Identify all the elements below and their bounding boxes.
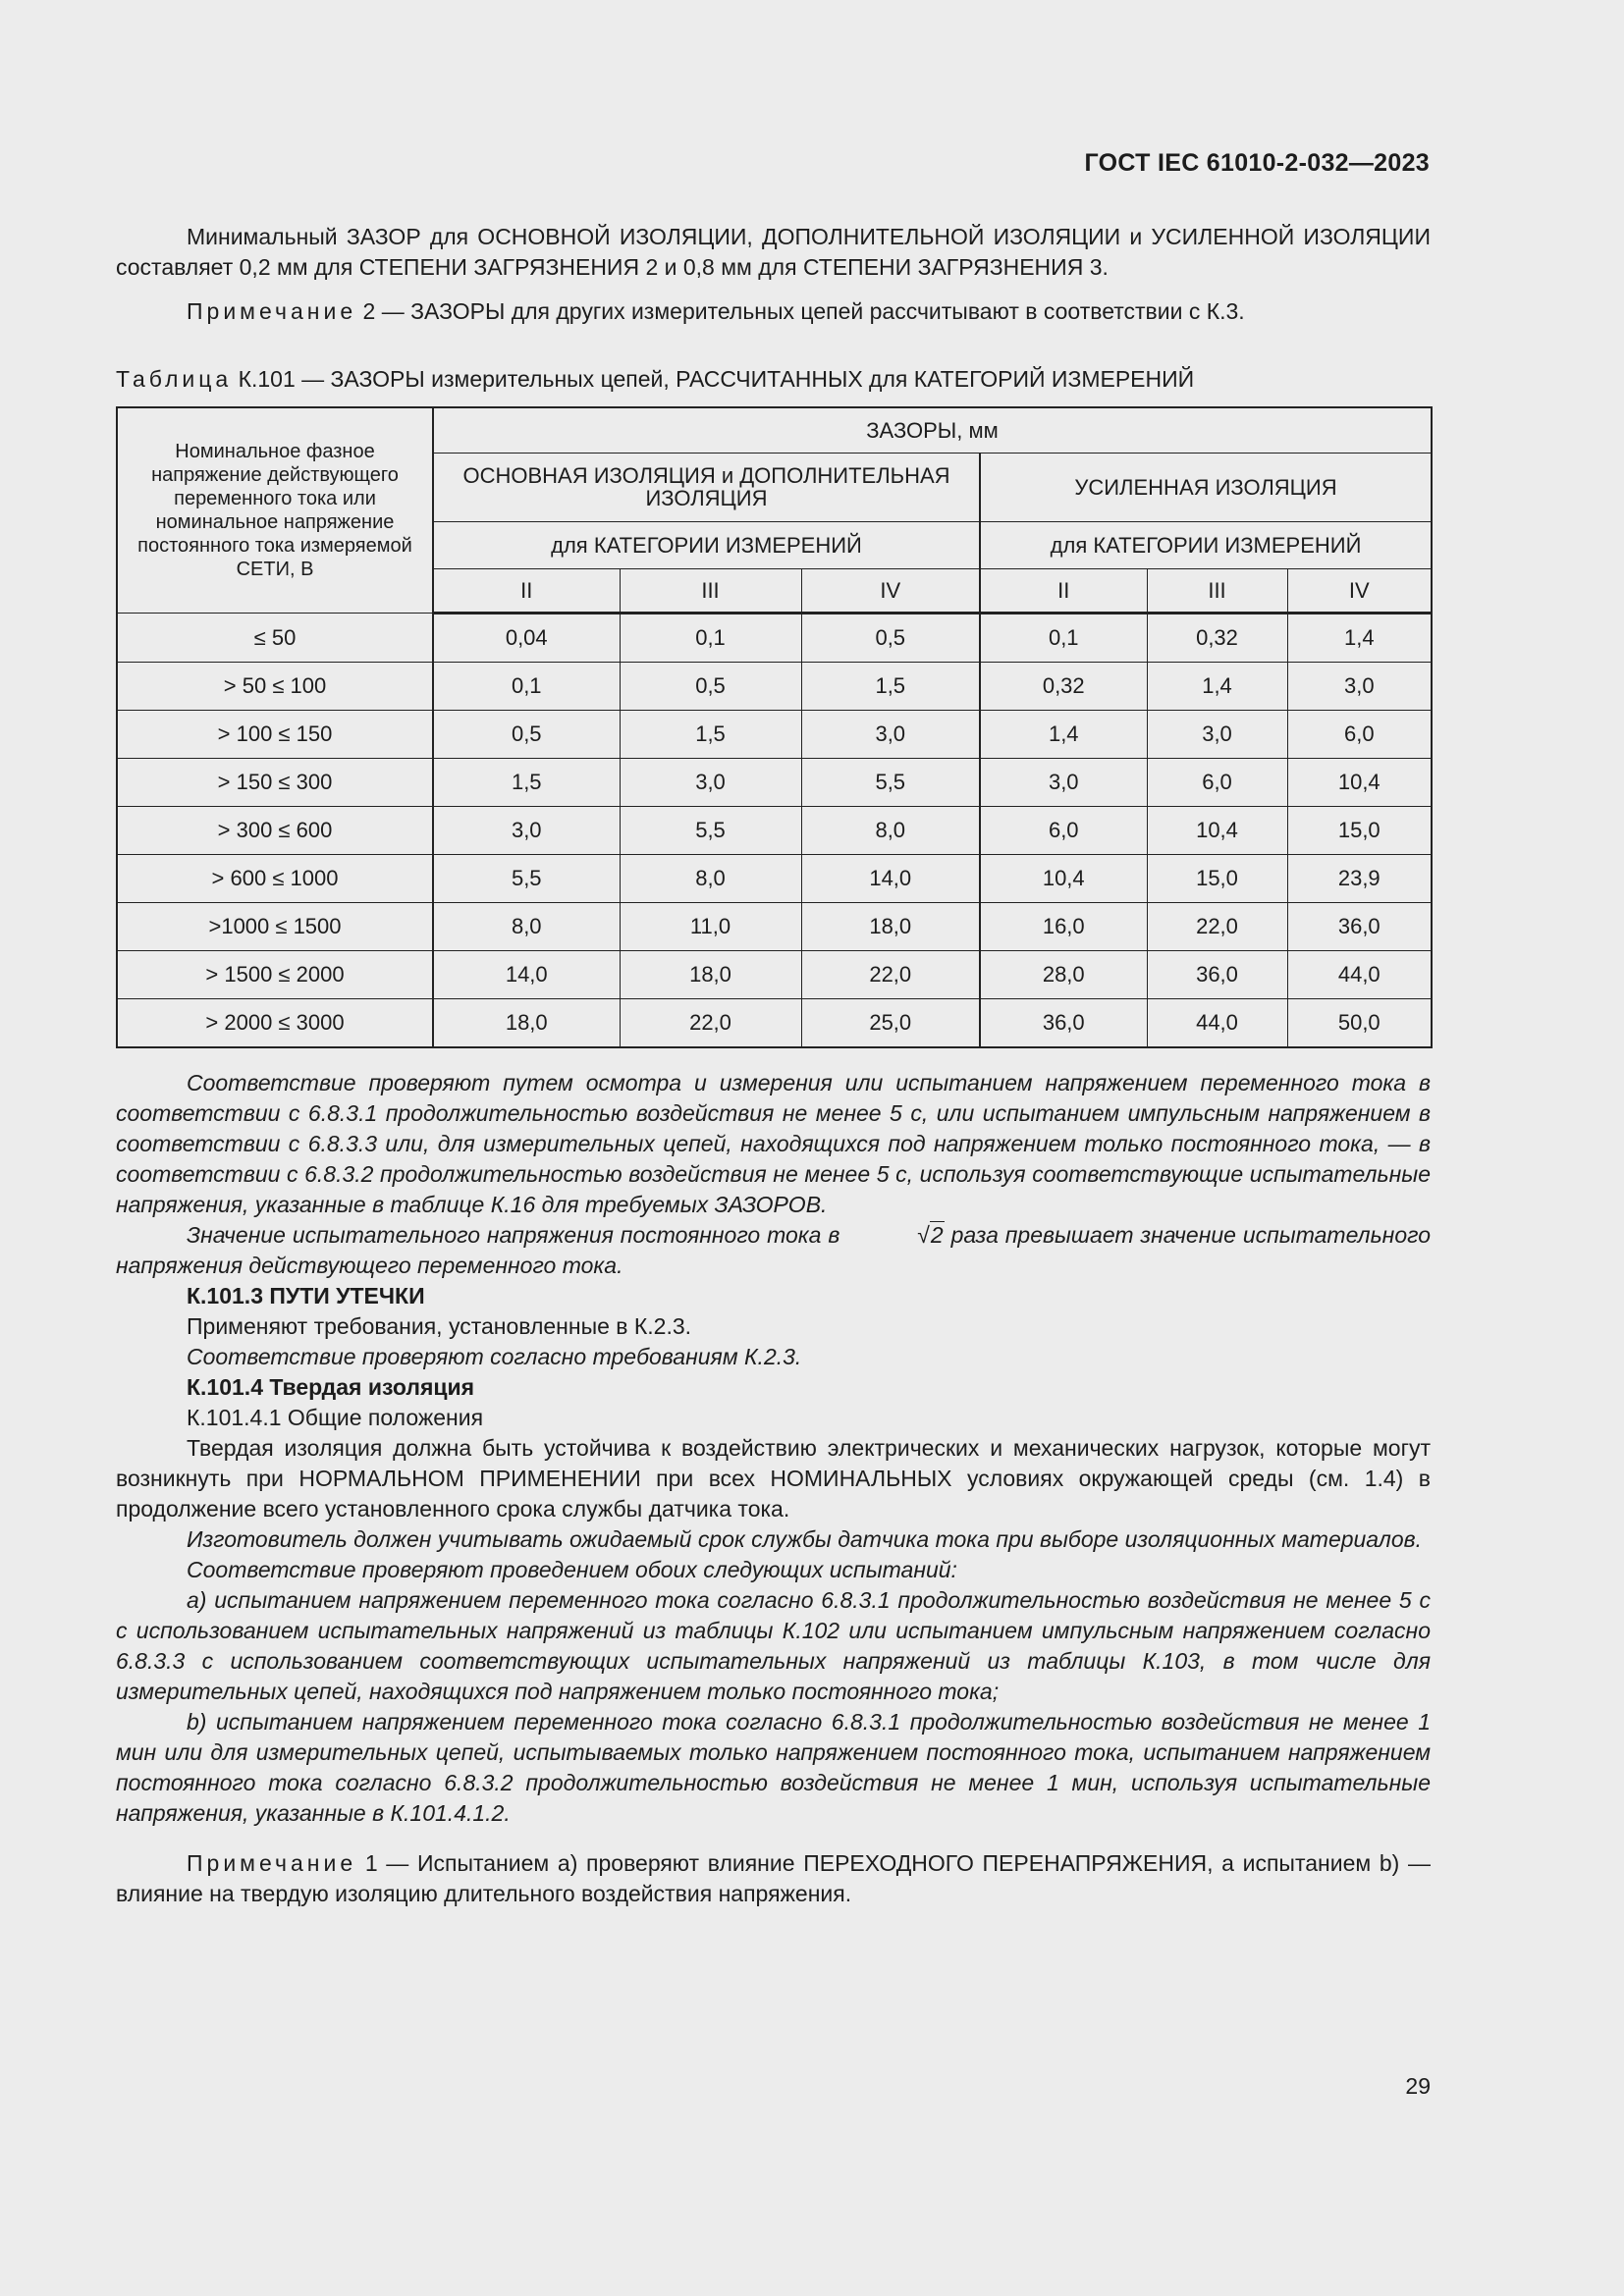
table-row <box>117 662 1432 710</box>
note-text: 1 — Испытанием a) проверяют влияние ПЕРЕХОДНОГО ПЕРЕНАПРЯЖЕНИЯ, а испытанием b) — влияние на твердую изоляцию длительного воздействия напряжения. <box>116 1849 1431 1906</box>
clearance-value-cell: 18,0 <box>801 902 980 950</box>
sqrt-symbol: √ <box>917 1221 930 1248</box>
voltage-range-cell: > 300 ≤ 600 <box>117 806 433 854</box>
clearance-value-cell: 15,0 <box>1147 854 1287 902</box>
sqrt-expression <box>846 1220 944 1251</box>
category-header: II <box>980 568 1147 613</box>
voltage-range-cell: > 150 ≤ 300 <box>117 758 433 806</box>
clearance-value-cell: 0,5 <box>433 710 620 758</box>
group-header-basic: ОСНОВНАЯ ИЗОЛЯЦИЯ и ДОПОЛНИТЕЛЬНАЯ ИЗОЛЯЦИЯ <box>433 453 980 521</box>
clearance-value-cell: 3,0 <box>980 758 1147 806</box>
note-1 <box>116 1848 1431 1909</box>
note-2 <box>116 296 1431 327</box>
dc-value-paragraph <box>116 1220 1431 1281</box>
k1013-requirement: Применяют требования, установленные в К.2.3. <box>187 1312 692 1339</box>
dc-text-before: Значение испытательного напряжения постоянного тока в <box>187 1221 847 1248</box>
table-header <box>117 407 1432 613</box>
clearance-value-cell: 8,0 <box>620 854 801 902</box>
clearance-value-cell: 1,5 <box>801 662 980 710</box>
table-row <box>117 998 1432 1047</box>
table-row <box>117 613 1432 662</box>
dc-text-after: раза превышает значение испытательного напряжения действующего переменного тока. <box>116 1221 1431 1278</box>
voltage-range-cell: >1000 ≤ 1500 <box>117 902 433 950</box>
clearance-value-cell: 8,0 <box>433 902 620 950</box>
solid-insulation-paragraph: Твердая изоляция должна быть устойчива к воздействию электрических и механических нагрузок, которые могут возникнуть при НОРМАЛЬНОМ ПРИМЕНЕНИИ при всех НОМИНАЛЬНЫХ условиях окружающей среды (см. 1.4) в продолжение всего установленного срока службы датчика тока. <box>116 1434 1431 1522</box>
table-body <box>117 613 1432 1047</box>
stub-header: Номинальное фазное напряжение действующего переменного тока или номинальное напряжение постоянного тока измеряемой СЕТИ, В <box>117 407 433 613</box>
table-row <box>117 950 1432 998</box>
clearance-value-cell: 0,5 <box>801 613 980 662</box>
manufacturer-paragraph: Изготовитель должен учитывать ожидаемый срок службы датчика тока при выборе изоляционных материалов. <box>187 1525 1423 1552</box>
clearance-value-cell: 36,0 <box>1287 902 1432 950</box>
table-caption-text: К.101 — ЗАЗОРЫ измерительных цепей, РАССЧИТАННЫХ для КАТЕГОРИЙ ИЗМЕРЕНИЙ <box>232 366 1195 392</box>
section-heading-k1013: К.101.3 ПУТИ УТЕЧКИ <box>187 1282 425 1308</box>
table-row <box>117 758 1432 806</box>
clearance-value-cell: 28,0 <box>980 950 1147 998</box>
clearance-value-cell: 6,0 <box>980 806 1147 854</box>
note-label: Примечание <box>187 298 357 324</box>
clearance-value-cell: 0,04 <box>433 613 620 662</box>
clearance-value-cell: 10,4 <box>980 854 1147 902</box>
clearance-value-cell: 15,0 <box>1287 806 1432 854</box>
clearance-value-cell: 0,1 <box>433 662 620 710</box>
voltage-range-cell: > 50 ≤ 100 <box>117 662 433 710</box>
clearance-value-cell: 8,0 <box>801 806 980 854</box>
table-row <box>117 902 1432 950</box>
subsection-title-k10141: К.101.4.1 Общие положения <box>187 1404 484 1430</box>
clearance-value-cell: 5,5 <box>620 806 801 854</box>
test-item-b: b) испытанием напряжением переменного тока согласно 6.8.3.1 продолжительностью воздействия не менее 1 мин или для измерительных цепей, испытываемых только напряжением постоянного тока, испытанием напряжением постоянного тока согласно 6.8.3.2 продолжительностью воздействия не менее 1 мин, используя испытательные напряжения, указанные в К.101.4.1.2. <box>116 1708 1431 1826</box>
clearance-value-cell: 5,5 <box>433 854 620 902</box>
clearance-value-cell: 5,5 <box>801 758 980 806</box>
table-row <box>117 710 1432 758</box>
table-row <box>117 806 1432 854</box>
voltage-range-cell: > 100 ≤ 150 <box>117 710 433 758</box>
intro-paragraph: Минимальный ЗАЗОР для ОСНОВНОЙ ИЗОЛЯЦИИ, ДОПОЛНИТЕЛЬНОЙ ИЗОЛЯЦИИ и УСИЛЕННОЙ ИЗОЛЯЦИИ составляет 0,2 мм для СТЕПЕНИ ЗАГРЯЗНЕНИЯ 2 и 0,8 мм для СТЕПЕНИ ЗАГРЯЗНЕНИЯ 3. <box>116 224 1431 280</box>
test-item-a: a) испытанием напряжением переменного тока согласно 6.8.3.1 продолжительностью воздействия не менее 5 с с использованием испытательных напряжений из таблицы К.102 или испытанием импульсным напряжением согласно 6.8.3.3 с использованием соответствующих испытательных напряжений из таблицы К.103, в том числе для измерительных цепей, находящихся под напряжением только постоянного тока; <box>116 1586 1431 1704</box>
clearance-value-cell: 22,0 <box>620 998 801 1047</box>
clearance-value-cell: 0,32 <box>980 662 1147 710</box>
table-row <box>117 854 1432 902</box>
clearance-value-cell: 36,0 <box>1147 950 1287 998</box>
clearance-value-cell: 6,0 <box>1147 758 1287 806</box>
note-text: 2 — ЗАЗОРЫ для других измерительных цепей рассчитывают в соответствии с К.3. <box>356 298 1245 324</box>
clearance-value-cell: 14,0 <box>433 950 620 998</box>
clearance-value-cell: 14,0 <box>801 854 980 902</box>
clearance-value-cell: 1,4 <box>980 710 1147 758</box>
category-header: II <box>433 568 620 613</box>
clearance-value-cell: 10,4 <box>1287 758 1432 806</box>
clearance-value-cell: 0,1 <box>980 613 1147 662</box>
clearance-value-cell: 44,0 <box>1287 950 1432 998</box>
clearance-value-cell: 10,4 <box>1147 806 1287 854</box>
clearance-value-cell: 23,9 <box>1287 854 1432 902</box>
clearance-value-cell: 11,0 <box>620 902 801 950</box>
clearance-value-cell: 6,0 <box>1287 710 1432 758</box>
clearance-value-cell: 0,1 <box>620 613 801 662</box>
page-content <box>116 222 1431 1909</box>
tests-intro-paragraph: Соответствие проверяют проведением обоих следующих испытаний: <box>187 1556 957 1582</box>
clearance-value-cell: 3,0 <box>1147 710 1287 758</box>
category-header: III <box>620 568 801 613</box>
k1013-compliance: Соответствие проверяют согласно требованиям К.2.3. <box>187 1343 802 1369</box>
clearance-value-cell: 16,0 <box>980 902 1147 950</box>
category-header: III <box>1147 568 1287 613</box>
clearance-value-cell: 18,0 <box>433 998 620 1047</box>
clearance-value-cell: 3,0 <box>801 710 980 758</box>
category-header: IV <box>801 568 980 613</box>
table-caption <box>116 364 1431 395</box>
subheader-basic: для КАТЕГОРИИ ИЗМЕРЕНИЙ <box>433 521 980 568</box>
clearance-value-cell: 44,0 <box>1147 998 1287 1047</box>
clearance-value-cell: 3,0 <box>433 806 620 854</box>
clearance-value-cell: 36,0 <box>980 998 1147 1047</box>
voltage-range-cell: > 1500 ≤ 2000 <box>117 950 433 998</box>
clearance-value-cell: 1,5 <box>620 710 801 758</box>
clearance-value-cell: 3,0 <box>1287 662 1432 710</box>
compliance-paragraph: Соответствие проверяют путем осмотра и измерения или испытанием напряжением переменного тока в соответствии с 6.8.3.1 продолжительностью воздействия не менее 5 с, или испытанием импульсным напряжением в соответствии с 6.8.3.3 или, для измерительных цепей, находящихся под напряжением только постоянного тока, — в соответствии с 6.8.3.2 продолжительностью воздействия не менее 5 с, используя соответствующие испытательные напряжения, указанные в таблице К.16 для требуемых ЗАЗОРОВ. <box>116 1069 1431 1217</box>
clearance-value-cell: 1,4 <box>1147 662 1287 710</box>
top-header: ЗАЗОРЫ, мм <box>433 407 1432 453</box>
table-caption-label: Таблица <box>116 366 233 392</box>
note-label: Примечание <box>187 1849 357 1876</box>
subheader-reinforced: для КАТЕГОРИИ ИЗМЕРЕНИЙ <box>980 521 1432 568</box>
clearance-value-cell: 22,0 <box>801 950 980 998</box>
clearance-value-cell: 3,0 <box>620 758 801 806</box>
clearance-value-cell: 25,0 <box>801 998 980 1047</box>
clearance-value-cell: 1,5 <box>433 758 620 806</box>
category-header: IV <box>1287 568 1432 613</box>
clearance-value-cell: 0,32 <box>1147 613 1287 662</box>
document-code: ГОСТ IEC 61010-2-032—2023 <box>1084 149 1430 177</box>
clearances-table <box>116 406 1433 1048</box>
group-header-reinforced: УСИЛЕННАЯ ИЗОЛЯЦИЯ <box>980 453 1432 521</box>
clearance-value-cell: 1,4 <box>1287 613 1432 662</box>
section-heading-k1014: К.101.4 Твердая изоляция <box>187 1373 475 1400</box>
clearance-value-cell: 22,0 <box>1147 902 1287 950</box>
sqrt-radicand: 2 <box>930 1221 944 1248</box>
clearance-value-cell: 0,5 <box>620 662 801 710</box>
clearance-value-cell: 18,0 <box>620 950 801 998</box>
page-number: 29 <box>1405 2073 1431 2099</box>
voltage-range-cell: ≤ 50 <box>117 613 433 662</box>
voltage-range-cell: > 600 ≤ 1000 <box>117 854 433 902</box>
clearance-value-cell: 50,0 <box>1287 998 1432 1047</box>
voltage-range-cell: > 2000 ≤ 3000 <box>117 998 433 1047</box>
